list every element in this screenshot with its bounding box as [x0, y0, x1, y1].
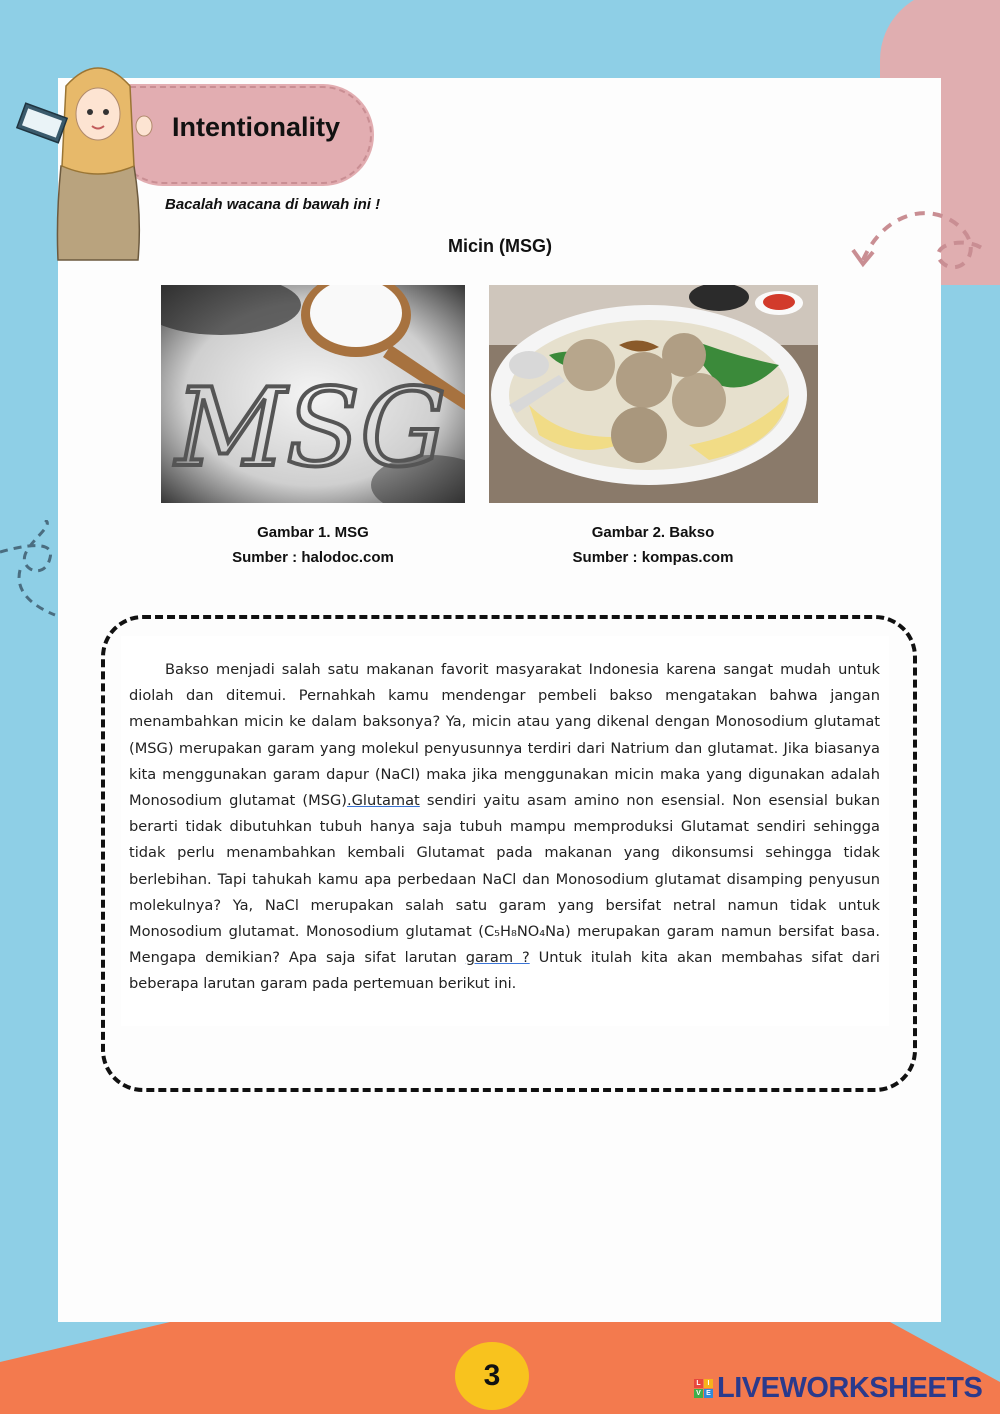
reading-text-part-1: Bakso menjadi salah satu makanan favorit masyarakat Indonesia karena sangat mudah untuk diolah dan ditemui. Pernahkah kamu mendengar pembeli bakso mengatakan bahwa jangan menambahkan micin ke dalam baksonya? Ya, micin atau yang dikenal dengan Monosodium glutamat (MSG) merupakan garam yang molekul penyusunnya terdiri dari Natrium dan glutamat. Jika biasanya kita menggunakan garam dapur (NaCl) maka jika menggunakan micin maka yang digunakan adalah Monosodium glutamat (MSG) [129, 661, 880, 810]
figure-1-title: Gambar 1. MSG [257, 524, 369, 541]
msg-chemical-formula: C₅H₈NO₄Na [483, 923, 565, 941]
instruction-text: Bacalah wacana di bawah ini ! [165, 196, 381, 213]
msg-written-in-salt: MSG [175, 366, 447, 491]
teacher-character-illustration [16, 56, 156, 262]
reading-text-part-2: sendiri yaitu asam amino non esensial. Non esensial bukan berarti tidak dibutuhkan tubuh hanya saja tubuh mampu memproduksi Glutamat sendiri sehingga tidak perlu menambahkan kembali Glutamat pada makanan yang dikonsumsi sehingga tidak berlebihan. Tapi tahukah kamu apa perbedaan NaCl dan Monosodium glutamat disamping penyusun molekulnya? Ya, NaCl merupakan salah satu garam yang bersifat netral namun tidak untuk Monosodium glutamat. Monosodium glutamat ( [129, 792, 880, 941]
garam-link: garam ? [465, 949, 530, 967]
msg-photo [161, 285, 465, 503]
bakso-photo [489, 285, 818, 503]
dashed-loop-decoration-left [0, 520, 70, 620]
figure-2-source: Sumber : kompas.com [572, 549, 734, 566]
figure-1-caption [163, 520, 463, 570]
liveworksheets-wordmark: LIVEWORKSHEETS [717, 1371, 983, 1404]
glutamat-link: .Glutamat [346, 792, 420, 810]
reading-paragraph [129, 657, 880, 998]
page-number-badge: 3 [455, 1342, 529, 1410]
figure-1-source: Sumber : halodoc.com [232, 549, 394, 566]
reading-text-part-4: Untuk itulah kita akan membahas sifat dari beberapa larutan garam pada pertemuan berikut ini. [129, 949, 880, 993]
reading-title: Micin (MSG) [448, 236, 552, 256]
liveworksheets-badge-icon: L I V E [694, 1379, 713, 1398]
reading-text-part-3: ) merupakan garam namun bersifat basa. Mengapa demikian? Apa saja sifat larutan [129, 923, 880, 967]
liveworksheets-logo [694, 1372, 982, 1404]
figure-2-title: Gambar 2. Bakso [591, 524, 715, 541]
section-heading: Intentionality [172, 112, 340, 142]
figure-2-caption [503, 520, 803, 570]
